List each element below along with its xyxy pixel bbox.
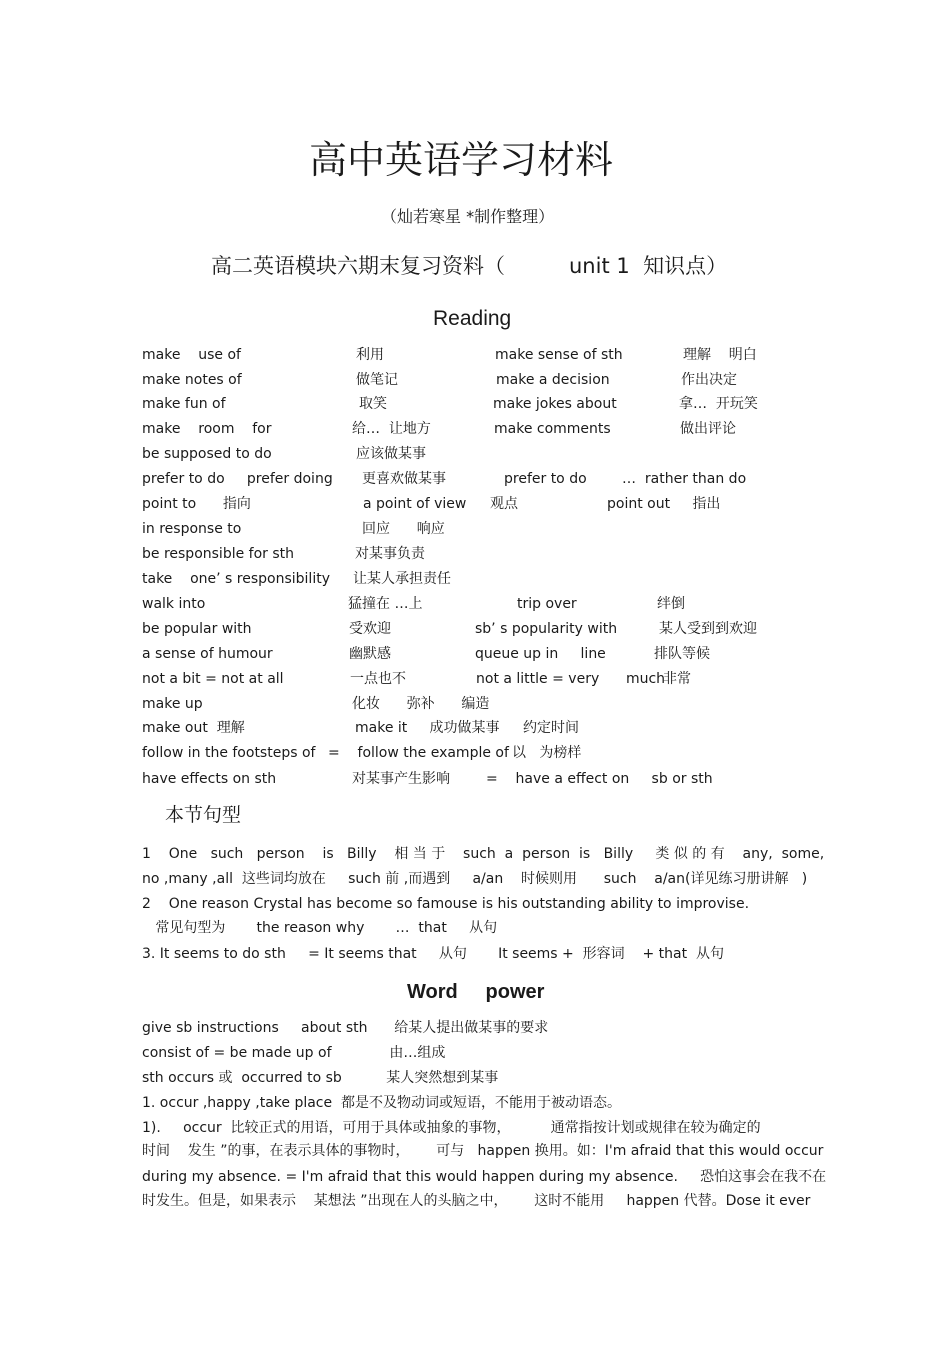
vocab-row-8-en: in response to — [142, 521, 242, 537]
vocab-row-14-cn: 一点也不 — [350, 671, 406, 687]
vocab-row-3-en: make fun of — [142, 396, 226, 412]
word-power-line: 时发生。但是，如果表示 某想法 ”出现在人的头脑之中， 这时不能用 happen 代替。Dose it ever — [142, 1193, 811, 1209]
pattern-line: 常见句型为 the reason why … that 从句 — [142, 920, 498, 936]
vocab-row-6-cn2: … rather than do — [622, 471, 747, 487]
word-power-line: 时间 发生 ”的事，在表示具体的事物时， 可与 happen 换用。如：I'm afraid that this would occur — [142, 1143, 824, 1159]
pattern-line: no ,many ,all 这些词均放在 such 前 ,而遇到 a/an 时候则用 such a/an(详见练习册讲解 ) — [142, 871, 808, 887]
vocab-row-13-en2: queue up in line — [475, 646, 606, 662]
vocab-row-10-en: take one’ s responsibility — [142, 571, 330, 587]
word-power-line: sth occurs 或 occurred to sb 某人突然想到某事 — [142, 1070, 499, 1086]
vocab-row-9-en: be responsible for sth — [142, 546, 295, 562]
vocab-row-1-en: make use of — [142, 347, 241, 363]
pattern-line: 2 One reason Crystal has become so famouse is his outstanding ability to improvise. — [142, 896, 750, 912]
vocab-row-14-en2: not a little = very much — [476, 671, 666, 687]
document-heading-unit: unit 1 知识点） — [569, 254, 728, 278]
vocab-row-12-cn2: 某人受到到欢迎 — [659, 621, 757, 637]
vocab-row-13-cn2: 排队等候 — [654, 646, 710, 662]
vocab-row-11-en2: trip over — [517, 596, 577, 612]
vocab-row-7-en: point to 指向 — [142, 496, 251, 512]
vocab-row-17-en: follow in the footsteps of — [142, 745, 316, 761]
vocab-row-15-en: make up — [142, 696, 203, 712]
vocab-row-18-cn: 对某事产生影响 — [352, 771, 450, 787]
vocab-row-16-en: make out 理解 — [142, 720, 245, 736]
vocab-row-2-cn: 做笔记 — [356, 372, 398, 388]
vocab-row-17-cn: = follow the example of — [328, 745, 509, 761]
vocab-row-6-cn: 更喜欢做某事 — [362, 471, 446, 487]
vocab-row-18-en: have effects on sth — [142, 771, 277, 787]
vocab-row-12-en2: sb’ s popularity with — [475, 621, 618, 637]
vocab-row-14-cn2: 非常 — [663, 671, 691, 687]
vocab-row-4-en: make room for — [142, 421, 272, 437]
vocab-row-12-en: be popular with — [142, 621, 252, 637]
word-power-line: give sb instructions about sth 给某人提出做某事的要求 — [142, 1020, 549, 1036]
vocab-row-3-en2: make jokes about — [493, 396, 617, 412]
vocab-row-16-cn: make it 成功做某事 — [355, 720, 500, 736]
vocab-row-4-cn: 给… 让地方 — [352, 421, 431, 437]
vocab-row-1-cn: 利用 — [356, 347, 384, 363]
pattern-line: 3. It seems to do sth = It seems that 从句 It seems + 形容词 + that 从句 — [142, 946, 724, 962]
vocab-row-7-cn2: point out 指出 — [607, 496, 721, 512]
vocab-row-12-cn: 受欢迎 — [349, 621, 391, 637]
vocab-row-13-cn: 幽默感 — [349, 646, 391, 662]
reading-heading: Reading — [433, 307, 512, 330]
page-subtitle: （灿若寒星 *制作整理） — [381, 207, 555, 226]
vocab-row-7-cn: a point of view — [363, 496, 467, 512]
vocab-row-16-en2: 约定时间 — [523, 720, 579, 736]
vocab-row-2-en: make notes of — [142, 372, 242, 388]
vocab-row-4-en2: make comments — [494, 421, 611, 437]
sentence-patterns-heading: 本节句型 — [165, 804, 242, 826]
vocab-row-6-en: prefer to do prefer doing — [142, 471, 333, 487]
vocab-row-10-cn: 让某人承担责任 — [353, 571, 451, 587]
pattern-line: 1 One such person is Billy 相 当 于 such a person is Billy 类 似 的 有 any, some, — [142, 846, 825, 862]
vocab-row-6-en2: prefer to do — [504, 471, 587, 487]
vocab-row-1-en2: make sense of sth — [495, 347, 623, 363]
vocab-row-13-en: a sense of humour — [142, 646, 273, 662]
vocab-row-3-cn: 取笑 — [359, 396, 387, 412]
vocab-row-8-cn: 回应 响应 — [362, 521, 445, 537]
word-power-heading: Word power — [407, 981, 545, 1003]
vocab-row-11-en: walk into — [142, 596, 206, 612]
vocab-row-15-cn: 化妆 弥补 编造 — [352, 696, 490, 712]
vocab-row-3-cn2: 拿… 开玩笑 — [679, 396, 758, 412]
vocab-row-2-cn2: 作出决定 — [681, 372, 737, 388]
vocab-row-2-en2: make a decision — [496, 372, 610, 388]
vocab-row-14-en: not a bit = not at all — [142, 671, 284, 687]
vocab-row-9-cn: 对某事负责 — [355, 546, 425, 562]
word-power-line: during my absence. = I'm afraid that this would happen during my absence. 恐怕这事会在我不在 — [142, 1169, 827, 1185]
word-power-line: consist of = be made up of 由…组成 — [142, 1045, 446, 1061]
vocab-row-4-cn2: 做出评论 — [680, 421, 736, 437]
page-title: 高中英语学习材料 — [309, 138, 614, 182]
vocab-row-1-cn2: 理解 明白 — [683, 347, 757, 363]
word-power-line: 1. occur ,happy ,take place 都是不及物动词或短语，不能用于被动语态。 — [142, 1095, 622, 1111]
vocab-row-5-en: be supposed to do — [142, 446, 272, 462]
vocab-row-7-en2: 观点 — [490, 496, 518, 512]
vocab-row-11-cn: 猛撞在 …上 — [348, 596, 423, 612]
vocab-row-11-cn2: 绊倒 — [657, 596, 685, 612]
vocab-row-5-cn: 应该做某事 — [356, 446, 426, 462]
vocab-row-18-en2: = have a effect on sb or sth — [486, 771, 713, 787]
vocab-row-17-en2: 以 为榜样 — [512, 745, 582, 761]
document-heading: 高二英语模块六期末复习资料（ — [211, 254, 505, 278]
word-power-line: 1). occur 比较正式的用语，可用于具体或抽象的事物， 通常指按计划或规律在较为确定的 — [142, 1120, 761, 1136]
